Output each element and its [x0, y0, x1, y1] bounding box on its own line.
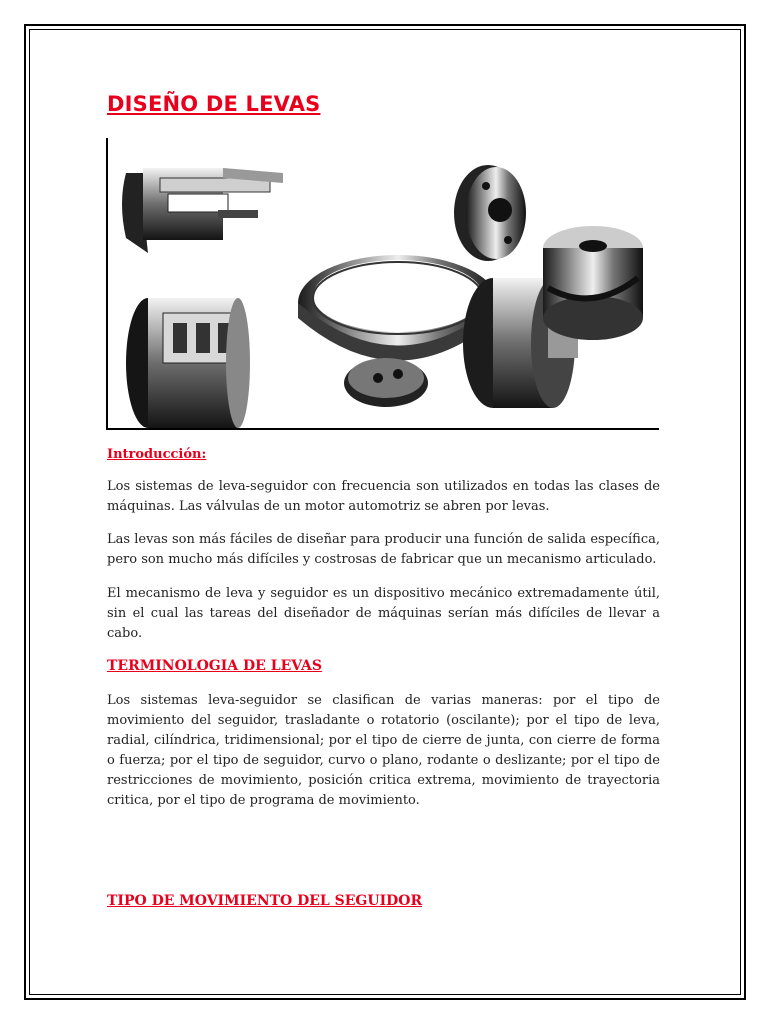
terminology-paragraph: Los sistemas leva-seguidor se clasifican de varias maneras: por el tipo de movimiento del seguidor, trasladante o rotatorio (oscilante); por el tipo de leva, radial, cilíndrica, tridimensional; por el tipo de cierre de junta, con cierre de forma o fuerza; por el tipo de seguidor, curvo o plano, rodante o deslizante; por el tipo de restricciones de movimiento, posición critica extrema, movimiento de trayectoria critica, por el tipo de programa de movimiento. — [107, 693, 660, 808]
cylindrical-cam-top — [122, 168, 283, 253]
cam-mechanisms-photo-icon — [108, 138, 661, 430]
document-title: DISEÑO DE LEVAS — [107, 92, 321, 116]
gear-cam-small — [344, 358, 428, 407]
intro-paragraph-2: Las levas son más fáciles de diseñar para producir una función de salida específica, pero son mucho más difíciles y costrosas de fabricar que un mecanismo articulado. — [107, 532, 660, 567]
intro-paragraph-3: El mecanismo de leva y seguidor es un dispositivo mecánico extremadamente útil, sin el cual las tareas del diseñador de máquinas serían más difíciles de llevar a cabo. — [107, 586, 660, 641]
cam-mechanisms-figure — [106, 138, 659, 430]
intro-paragraph-1: Los sistemas de leva-seguidor con frecuencia son utilizados en todas las clases de máquinas. Las válvulas de un motor automotriz se abren por levas. — [107, 479, 660, 514]
globoidal-cam — [543, 226, 643, 340]
disk-cam-small — [454, 165, 526, 261]
barrel-cam-bottom — [126, 298, 250, 428]
terminology-heading: TERMINOLOGIA DE LEVAS — [107, 658, 322, 674]
follower-motion-heading: TIPO DE MOVIMIENTO DEL SEGUIDOR — [107, 893, 423, 909]
intro-heading: Introducción: — [107, 447, 207, 462]
